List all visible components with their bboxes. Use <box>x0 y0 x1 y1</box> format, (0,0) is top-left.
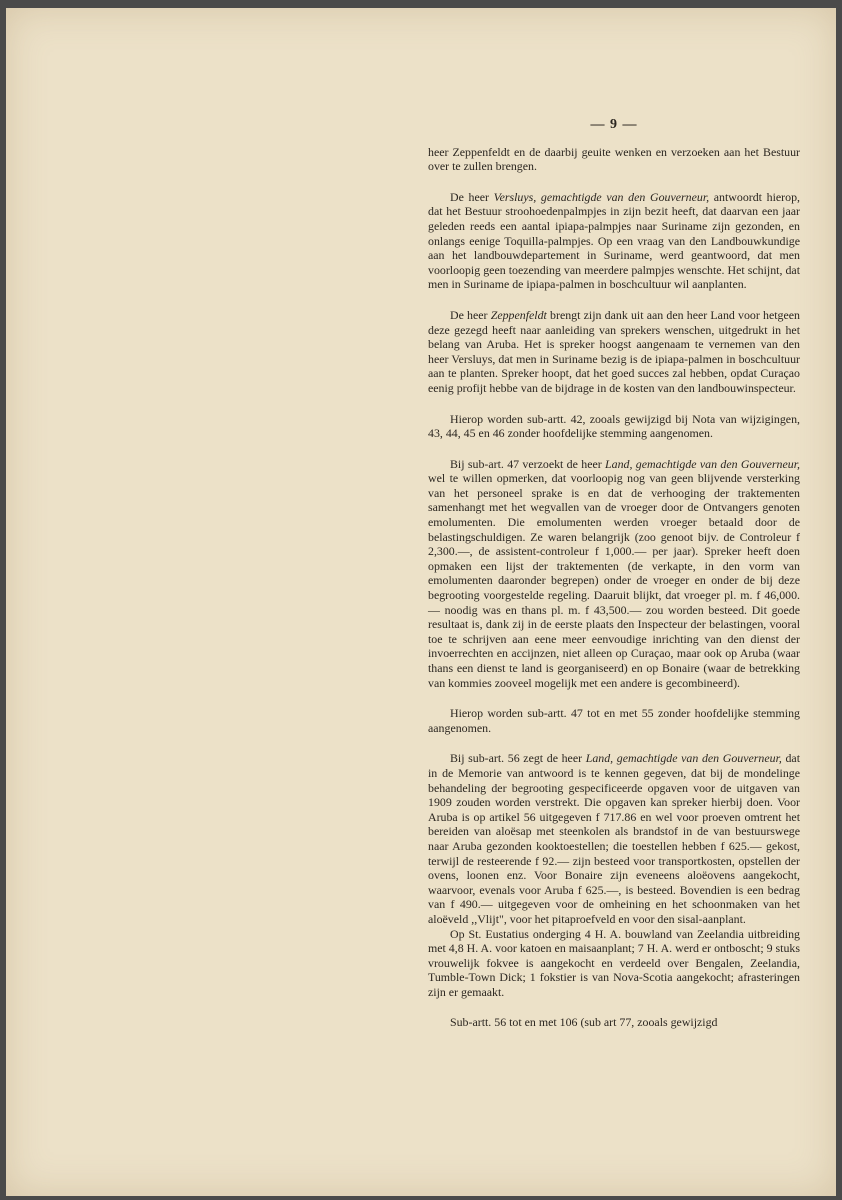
speaker-name: Versluys, gemachtigde van den Gouverneur, <box>493 189 710 204</box>
text-column <box>428 118 800 1046</box>
paragraph-4: Hierop worden sub-artt. 42, zooals gewijzigd bij Nota van wijzigingen, 43, 44, 45 en 46 zonder hoofdelijke stemming aangenomen. <box>428 411 800 441</box>
speaker-name: Land, gemachtigde van den Gouverneur, <box>585 751 782 766</box>
paragraph-5: Bij sub-art. 47 verzoekt de heer Land, gemachtigde van den Gouverneur, wel te willen opmerken, dat voorloopig nog van geen blijvende versterking van het personeel sprake is en dat de verhooging der traktementen samenhangt met het wegvallen van de vroeger door de Ontvangers genoten emolumenten. Die emolumenten werden vroeger betaald door de belastingschuldigen. Ze waren belangrijk (zoo genoot bijv. de Controleur f 2,300.—, de assistent-controleur f 1,000.— per jaar). Spreker heeft doen opmaken een lijst der traktementen (de verkapte, in den vorm van emolumenten daaronder begrepen) onder de vroeger en onder de bij deze begrooting voorgestelde regeling. Daaruit blijkt, dat vroeger pl. m. f 46,000.— noodig was en thans pl. m. f 43,500.— zou worden besteed. Dit goede resultaat is, dank zij in de eerste plaats den Inspecteur der belastingen, vooral toe te schrijven aan eene meer eenvoudige inrichting van den dienst der invoerrechten en accijnzen, niet alleen op Curaçao, maar ook op Aruba (waar thans een dienst te land is georganiseerd) en op Bonaire (waar de betrekking van kommies zooveel mogelijk met een andere is gecombineerd). <box>428 456 801 690</box>
paragraph-7: Bij sub-art. 56 zegt de heer Land, gemachtigde van den Gouverneur, dat in de Memorie van antwoord is te kennen gegeven, dat bij de mondelinge behandeling der begrooting gespecificeerde opgaven voor de uitgaven van 1909 zouden worden verstrekt. Die opgaven kan spreker hierbij doen. Voor Aruba is op artikel 56 uitgegeven f 717.86 en wel voor proeven omtrent het bereiden van aloësap met steenkolen als brandstof in de van bestuurswege naar Aruba gezonden kooktoestellen; die toestellen hebben f 625.— gekost, terwijl de resteerende f 92.— zijn besteed voor transportkosten, opstellen der ovens, loonen enz. Voor Bonaire zijn eveneens aloëovens aangekocht, waarvoor, evenals voor Aruba f 625.—, is besteed. Bovendien is een bedrag van f 490.— uitgegeven voor de omheining en het schoonmaken van het aloëveld ,,Vlijt", voor het pitaproefveld en voor den sisal-aanplant. <box>428 751 801 926</box>
paragraph-3: De heer Zeppenfeldt brengt zijn dank uit aan den heer Land voor hetgeen deze gezegd heeft naar aanleiding van sprekers wenschen, uitgedrukt in het belang van Aruba. Het is spreker hoogst aangenaam te vernemen van den heer Versluys, dat men in Suriname bezig is de ipiapa-palmen in boschcultuur aan te planten. Spreker hoopt, dat het goed succes zal hebben, opdat Curaçao eenig profijt hebbe van de bijdrage in de kosten van den landbouwinspecteur. <box>428 307 800 395</box>
speaker-name: Zeppenfeldt <box>490 307 547 322</box>
page-sheet <box>6 8 836 1196</box>
paragraph-2: De heer Versluys, gemachtigde van den Gouverneur, antwoordt hierop, dat het Bestuur stroohoedenpalmpjes in zijn bezit heeft, dat daarvan een jaar geleden reeds een aantal ipiapa-palmpjes naar Suriname zijn gezonden, en onlangs eenige Toquilla-palmpjes. Op een vraag van den Landbouwkundige aan het landbouwdepartement in Suriname, werd geantwoord, dat men voorloopig geen toezending van meerdere palmpjes wenschte. Het schijnt, dat men in Suriname de ipiapa-palmen in boschcultuur wil aanplanten. <box>428 189 800 292</box>
paragraph-1: heer Zeppenfeldt en de daarbij geuite wenken en verzoeken aan het Bestuur over te zullen brengen. <box>428 144 800 174</box>
speaker-name: Land, gemachtigde van den Gouverneur, <box>605 456 801 471</box>
page-number: — 9 — <box>590 117 638 132</box>
paragraph-9: Sub-artt. 56 tot en met 106 (sub art 77, zooals gewijzigd <box>450 1015 718 1030</box>
paragraph-6: Hierop worden sub-artt. 47 tot en met 55 zonder hoofdelijke stemming aangenomen. <box>428 706 800 735</box>
paragraph-8: Op St. Eustatius onderging 4 H. A. bouwland van Zeelandia uitbreiding met 4,8 H. A. voor katoen en maisaanplant; 7 H. A. werd er ontboscht; 9 stuks vrouwelijk fokvee is aangekocht en verdeeld over Bengalen, Zeelandia, Tumble-Town Dick; 1 fokstier is van Nova-Scotia aangekocht; afrasteringen zijn er gemaakt. <box>428 926 800 999</box>
